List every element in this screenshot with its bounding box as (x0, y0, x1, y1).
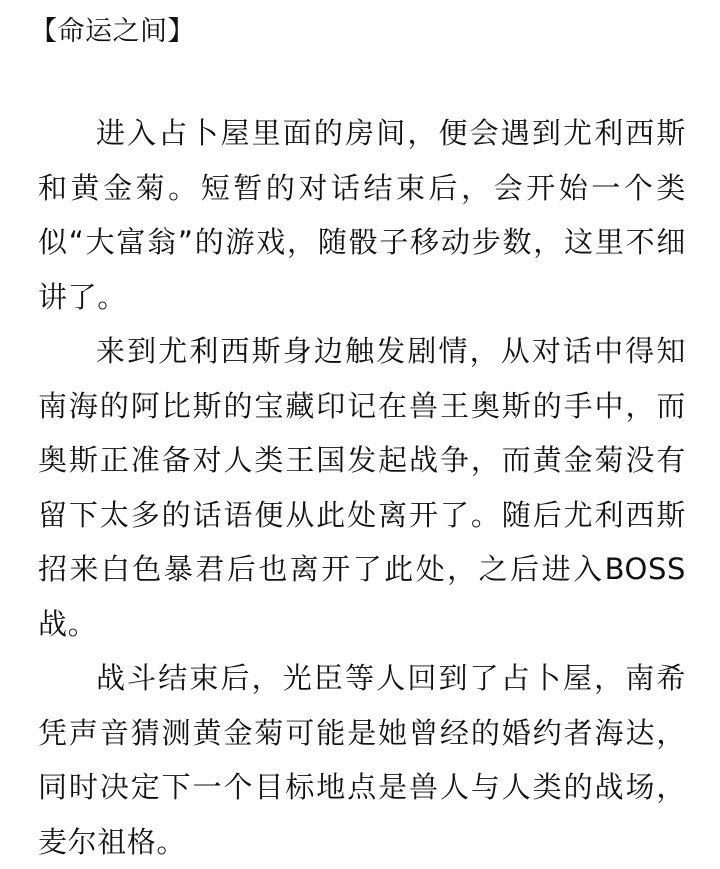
paragraph-2: 来到尤利西斯身边触发剧情，从对话中得知南海的阿比斯的宝藏印记在兽王奥斯的手中，而奥斯正准备对人类王国发起战争，而黄金菊没有留下太多的话语便从此处离开了。随后尤利西斯招来白色暴君后也离开了此处，之后进入BOSS战。 (38, 334, 686, 641)
section-title: 【命运之间】 (30, 16, 195, 47)
article-body (30, 12, 686, 869)
paragraph-3: 战斗结束后，光臣等人回到了占卜屋，南希凭声音猜测黄金菊可能是她曾经的婚约者海达，同时决定下一个目标地点是兽人与人类的战场，麦尔祖格。 (38, 661, 686, 859)
paragraph-1: 进入占卜屋里面的房间，便会遇到尤利西斯和黄金菊。短暂的对话结束后，会开始一个类似“大富翁”的游戏，随骰子移动步数，这里不细讲了。 (38, 116, 686, 314)
